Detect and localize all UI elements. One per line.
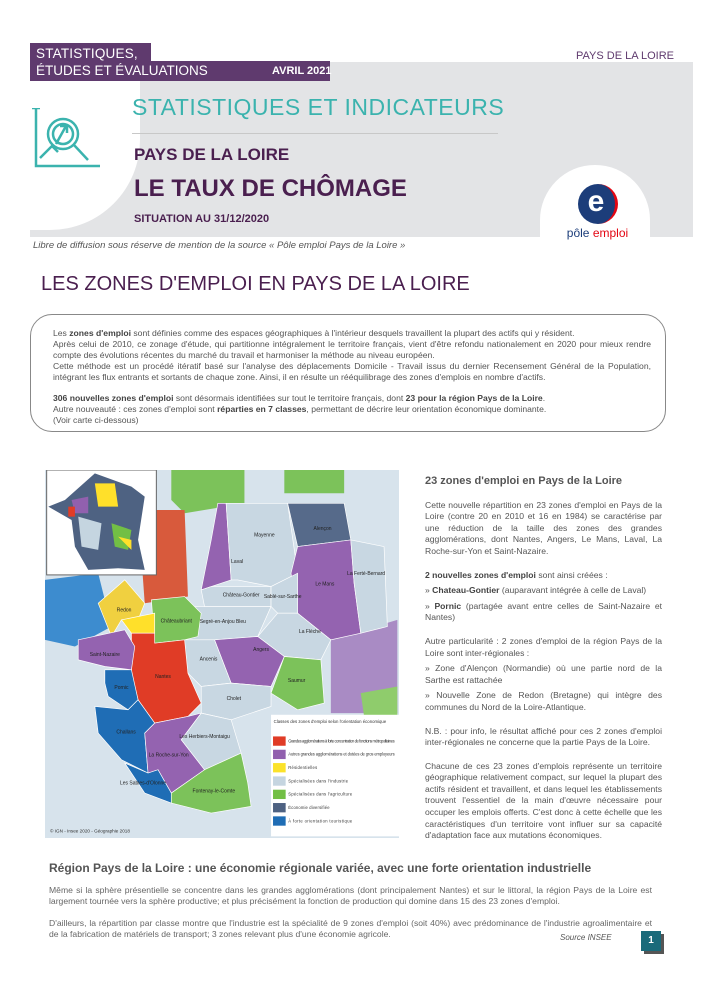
zone-label: Les Sables-d'Olonne: [120, 780, 167, 787]
zone-label: Sablé-sur-Sarthe: [263, 594, 302, 601]
zone-label: Alençon: [313, 525, 332, 532]
legend-swatch: [273, 750, 286, 759]
zone-label: Challans: [116, 729, 136, 736]
zone-label: La Flèche: [298, 629, 321, 636]
logo-e-icon: e: [578, 184, 618, 224]
zone-label: Laval: [231, 559, 244, 566]
legend-label: Grandes agglomérations à forte concentration de fonctions métropolitaines: [288, 738, 395, 744]
paragraph: Cette nouvelle répartition en 23 zones d'emploi en Pays de la Loire (contre 20 en 2010 et 16 en 1984) se caractérise par une réduction de la taille des zones des grandes agglomérations, dont Nantes, Angers, Le Mans, Laval, La Roche-sur-Yon et Saint-Nazaire.: [425, 499, 662, 556]
paragraph: Autre particularité : 2 zones d'emploi de la région Pays de la Loire sont inter-régionales :: [425, 635, 662, 658]
intro-paragraph: Cette méthode est un procédé itératif basé sur l'analyse des déplacements Domicile - Travail issus du dernier Recensement Général de la Population, intégrant les flux entrants et sortants de chaque zone. Ainsi, il en résulte un rééquilibrage des zones d'emplois en nombre d'actifs.: [53, 361, 651, 382]
zone-label: Redon: [116, 607, 132, 614]
legend-swatch: [273, 790, 286, 799]
zone-label: Fontenay-le-Comte: [192, 788, 236, 795]
employment-zones-map: [45, 470, 399, 838]
title-region: PAYS DE LA LOIRE: [134, 145, 290, 164]
zone-label: Ancenis: [199, 656, 218, 663]
right-title: 23 zones d'emploi en Pays de la Loire: [425, 475, 623, 487]
situation-date: SITUATION AU 31/12/2020: [134, 213, 270, 225]
zone-label: Château-Gontier: [222, 592, 260, 599]
publication-date: AVRIL 2021: [272, 65, 332, 77]
page-title: LE TAUX DE CHÔMAGE: [134, 175, 407, 202]
pole-emploi-logo: [560, 180, 635, 240]
zone-label: Angers: [253, 646, 269, 653]
intro-box: Les zones d'emploi sont définies comme des espaces géographiques à l'intérieur desquels travaillent la plupart des actifs qui y résident. Après celui de 2010, ce zonage d'étude, qui partitionne intégralement le territoire français, vient d'être refondu nationalement en 2020 pour mieux rendre compte des évolutions récentes du marché du travail et harmoniser la méthode au niveau européen. Cette méthode est un procédé itératif basé sur l'analyse des déplacements Domicile - Travail issus du dernier Recensement Général de la Population, intégrant les flux entrants et sortants de chaque zone. Ainsi, il en résulte un rééquilibrage des zones d'emplois en nombre d'actifs. 306 nouvelles zones d'emploi sont désormais identifiées sur tout le territoire français, dont 23 pour la région Pays de la Loire. Autre nouveauté : ces zones d'emploi sont réparties en 7 classes, permettant de décrire leur orientation économique dominante. (Voir carte ci-dessous): [30, 314, 666, 432]
legend-label: Spécialisées dans l'agriculture: [288, 791, 353, 797]
zone-label: Châteaubriant: [160, 618, 192, 625]
paragraph: N.B. : pour info, le résultat affiché pour ces 2 zones d'emploi inter-régionales ne concerne que la partie Pays de la Loire.: [425, 725, 662, 748]
zone-label: Le Mans: [315, 581, 335, 588]
intro-paragraph: (Voir carte ci-dessous): [53, 415, 139, 425]
legend-title: Classes des zones d'emploi selon l'orientation économique: [273, 719, 387, 725]
logo-text: emploi: [592, 226, 629, 240]
paragraph: » Nouvelle Zone de Redon (Bretagne) qui intègre des communes du Nord de la Loire-Atlantique.: [425, 690, 662, 712]
region-label: PAYS DE LA LOIRE: [576, 50, 675, 62]
zone-label: Segré-en-Anjou Bleu: [199, 619, 246, 626]
right-column: 23 zones d'emploi en Pays de la Loire Cette nouvelle répartition en 23 zones d'emploi en Pays de la Loire (contre 20 en 2010 et 16 en 1984) se caractérise par une réduction de la taille des zones des grandes agglomérations, dont Nantes, Angers, Le Mans, Laval, La Roche-sur-Yon et Saint-Nazaire. 2 nouvelles zones d'emploi sont ainsi créées : » Chateau-Gontier (auparavant intégrée à celle de Laval) » Pornic (partagée avant entre celles de Saint-Nazaire et Nantes) Autre particularité : 2 zones d'emploi de la région Pays de la Loire sont inter-régionales : » Zone d'Alençon (Normandie) où une partie nord de la Sarthe est rattachée » Nouvelle Zone de Redon (Bretagne) qui intègre des communes du Nord de la Loire-Atlantique. N.B. : pour info, le résultat affiché pour ces 2 zones d'emploi inter-régionales ne concerne que la partie Pays de la Loire. Chacune de ces 23 zones d'emplois représente un territoire géographique relativement compact, sur lequel la plupart des actifs résident et travaillent, et dans lequel les établissements trouvent l'essentiel de la main d'œuvre nécessaire pour occuper les emplois offerts. C'est donc à cette échelle que les caractéristiques d'un territoire vont influer sur sa capacité d'adaptation face aux mutations économiques.: [425, 475, 663, 841]
intro-paragraph: Après celui de 2010, ce zonage d'étude, qui partitionne intégralement le territoire français, vient d'être refondu nationalement en 2020 pour mieux rendre compte des évolutions récentes du marché du travail et harmoniser la méthode au niveau européen.: [53, 339, 651, 360]
paragraph: » Zone d'Alençon (Normandie) où une partie nord de la Sarthe est rattachée: [425, 663, 662, 685]
paragraph: D'ailleurs, la répartition par classe montre que l'industrie est la spécialité de 9 zones d'emploi (soit 40%) avec prédominance de l'industrie agroalimentaire et de la fabrication de matériels de transport; 3 zones relevant plus d'une économie agricole.: [49, 918, 652, 939]
collection-title: STATISTIQUES ET INDICATEURS: [132, 94, 505, 120]
series-label-2: ÉTUDES ET ÉVALUATIONS: [36, 63, 208, 78]
bottom-text: [49, 885, 652, 940]
zone-label: Cholet: [226, 695, 242, 702]
zone-label: Pornic: [114, 685, 129, 692]
map-credit: © IGN - Insee 2020 - Géographie 2018: [49, 828, 130, 834]
legend-swatch: [273, 816, 286, 825]
divider: [132, 133, 498, 134]
bottom-title: Région Pays de la Loire : une économie régionale variée, avec une forte orientation industrielle: [49, 861, 592, 875]
legend-label: Spécialisées dans l'industrie: [288, 778, 349, 784]
zone-label: Saint-Nazaire: [89, 651, 120, 658]
legend-label: Autres grandes agglomérations et dotées de gros employeurs: [288, 751, 395, 757]
legend-swatch: [273, 736, 286, 745]
legend-label: Économie diversifiée: [288, 805, 330, 811]
source-note: Source INSEE: [560, 933, 612, 942]
paragraph: Chacune de ces 23 zones d'emplois représente un territoire géographique relativement compact, sur lequel la plupart des actifs résident et travaillent, et dans lequel les établissements trouvent l'essentiel de la main d'œuvre nécessaire pour occuper les emplois offerts. C'est donc à cette échelle que les caractéristiques d'un territoire vont influer sur sa capacité d'adaptation face aux mutations économiques.: [425, 760, 662, 841]
magnifier-chart-icon: [30, 108, 102, 170]
legend-swatch: [273, 763, 286, 772]
series-label: STATISTIQUES,: [30, 43, 151, 81]
license-note: Libre de diffusion sous réserve de mention de la source « Pôle emploi Pays de la Loire »: [33, 240, 406, 251]
zone-label: La Roche-sur-Yon: [148, 752, 189, 759]
page-number: 1: [641, 931, 661, 951]
section-title: LES ZONES D'EMPLOI EN PAYS DE LA LOIRE: [41, 273, 470, 295]
logo-text: pôle: [566, 226, 590, 240]
legend-label: Résidentielles: [288, 765, 318, 771]
paragraph: Même si la sphère présentielle se concentre dans les grandes agglomérations (dont principalement Nantes) et sur le littoral, la région Pays de la Loire est largement tournée vers la sphère productive; et plus précisément la fonction de production qui domine dans 15 des 23 zones d'emploi.: [49, 885, 652, 906]
zone-label: Saumur: [287, 677, 306, 684]
legend-label: À forte orientation touristique: [288, 818, 353, 824]
legend-swatch: [273, 803, 286, 812]
zone-label: Mayenne: [254, 532, 275, 539]
zone-label: Nantes: [155, 674, 171, 681]
zone-label: Les Herbiers-Montaigu: [179, 734, 230, 741]
zone-label: La Ferté-Bernard: [347, 570, 386, 577]
legend-swatch: [273, 776, 286, 785]
